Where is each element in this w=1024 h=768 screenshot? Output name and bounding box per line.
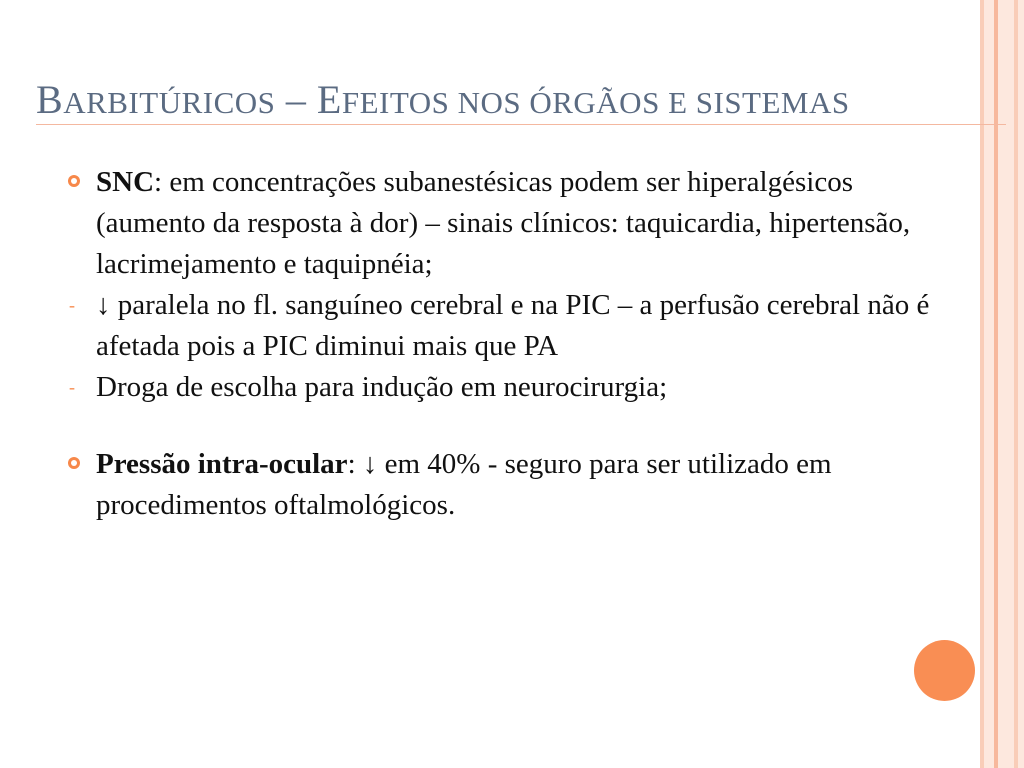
title-cap: B: [36, 77, 64, 122]
list-item: [68, 444, 948, 526]
item-bold-label: SNC: [96, 166, 155, 198]
title-cap: E: [316, 77, 342, 122]
slide-content: [68, 162, 948, 526]
item-text: Droga de escolha para indução em neurocirurgia;: [96, 371, 668, 403]
list-item: [68, 162, 948, 285]
list-item: [68, 367, 948, 408]
item-text: : ↓ em 40% - seguro para ser utilizado em procedimentos oftalmológicos.: [96, 448, 832, 521]
bullet-dash-icon: -: [69, 377, 75, 397]
item-text: ↓ paralela no fl. sanguíneo cerebral e na PIC – a perfusão cerebral não é afetada pois a PIC diminui mais que PA: [96, 289, 930, 362]
title-underline: [36, 124, 1006, 125]
slide-title: [36, 76, 1016, 123]
title-text: FEITOS NOS ÓRGÃOS E SISTEMAS: [341, 85, 850, 120]
title-dash: –: [275, 77, 317, 122]
bullet-circle-icon: [68, 175, 80, 187]
bullet-circle-icon: [68, 457, 80, 469]
title-text: ARBITÚRICOS: [63, 85, 276, 120]
item-bold-label: Pressão intra-ocular: [96, 448, 348, 480]
decorative-circle: [914, 640, 975, 701]
stripe: [1018, 0, 1024, 768]
item-text: : em concentrações subanestésicas podem ser hiperalgésicos (aumento da resposta à dor) – sinais clínicos: taquicardia, hipertensão, lacrimejamento e taquipnéia;: [96, 166, 911, 280]
bullet-dash-icon: -: [69, 295, 75, 315]
list-item: [68, 285, 948, 367]
